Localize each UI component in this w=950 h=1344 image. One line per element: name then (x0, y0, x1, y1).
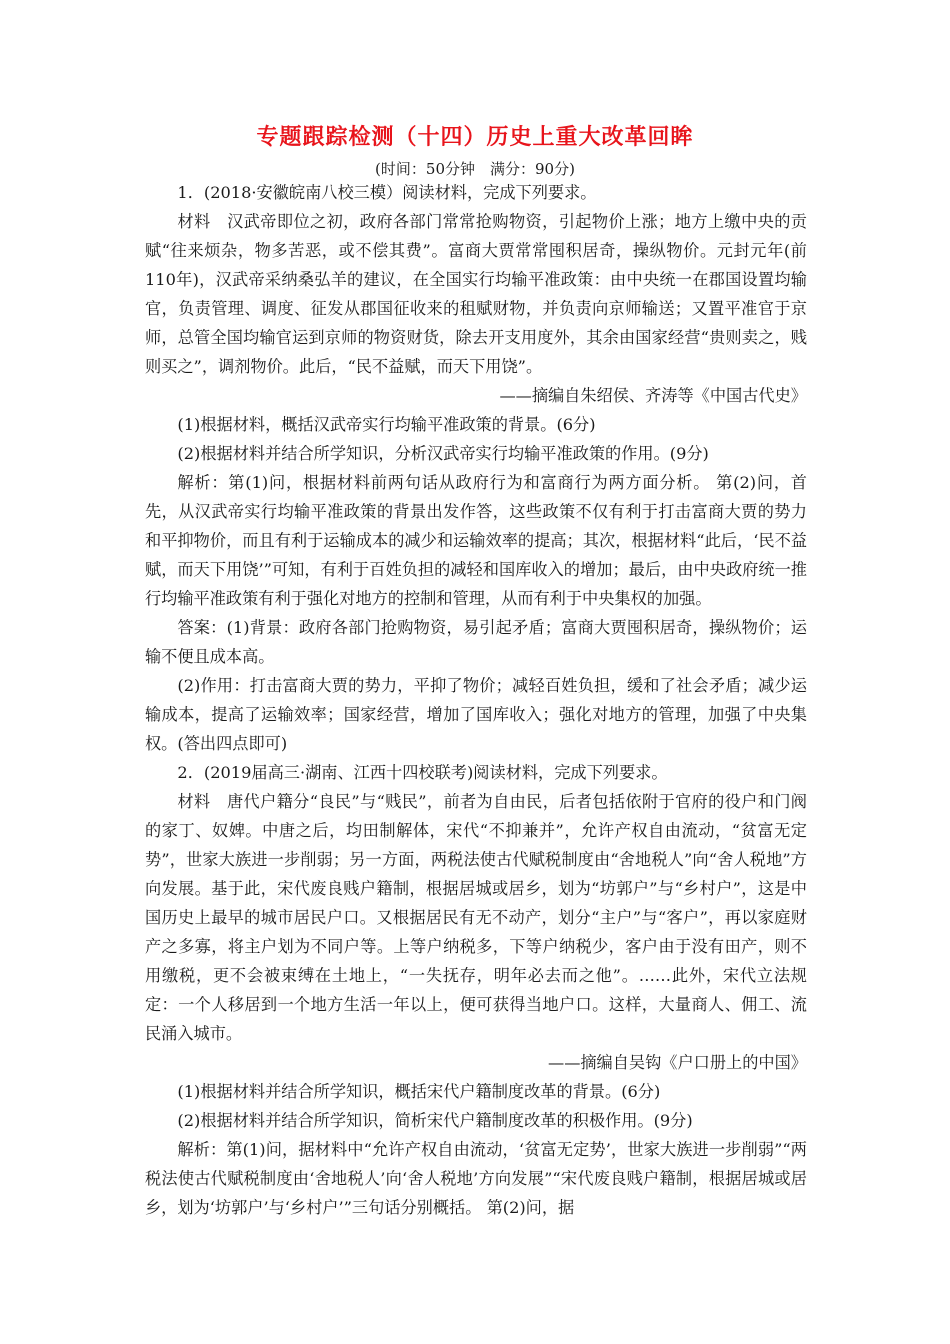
question-2-part-2: (2)根据材料并结合所学知识，简析宋代户籍制度改革的积极作用。(9分) (177, 1111, 693, 1130)
material-1-source: ——摘编自朱绍侯、齐涛等《中国古代史》 (499, 386, 807, 405)
question-1-answer-2: (2)作用：打击富商大贾的势力，平抑了物价；减轻百姓负担，缓和了社会矛盾；减少运输成本，提高了运输效率；国家经营，增加了国库收入；强化对地方的管理，加强了中央集权。(答出四点即可) (145, 676, 807, 753)
material-2: 材料 唐代户籍分“良民”与“贱民”，前者为自由民，后者包括依附于官府的役户和门阀的家丁、奴婢。中唐之后，均田制解体，宋代“不抑兼并”，允许产权自由流动，“贫富无定势”，世家大族进一步削弱；另一方面，两税法使古代赋税制度由“舍地税人”向“舍人税地”方向发展。基于此，宋代废良贱户籍制，根据居城或居乡，划为“坊郭户”与“乡村户”，这是中国历史上最早的城市居民户口。又根据居民有无不动产，划分“主户”与“客户”，再以家庭财产之多寡，将主户划为不同户等。上等户纳税多，下等户纳税少，客户由于没有田产，则不用缴税，更不会被束缚在土地上，“一失抚存，明年必去而之他”。……此外，宋代立法规定：一个人移居到一个地方生活一年以上，便可获得当地户口。这样，大量商人、佣工、流民涌入城市。 (145, 792, 807, 1043)
exam-info: (时间：50分钟 满分：90分) (375, 160, 575, 178)
material-2-source: ——摘编自吴钩《户口册上的中国》 (548, 1053, 807, 1072)
document-body (145, 178, 807, 1222)
question-1-answer-1: 答案：(1)背景：政府各部门抢购物资，易引起矛盾；富商大贾囤积居奇，操纵物价；运输不便且成本高。 (145, 618, 807, 666)
question-1-heading: 1．(2018·安徽皖南八校三模）阅读材料，完成下列要求。 (177, 183, 597, 202)
question-2-part-1: (1)根据材料并结合所学知识，概括宋代户籍制度改革的背景。(6分) (177, 1082, 661, 1101)
question-1-part-2: (2)根据材料并结合所学知识，分析汉武帝实行均输平准政策的作用。(9分) (177, 444, 709, 463)
question-1-analysis: 解析：第(1)问，根据材料前两句话从政府行为和富商行为两方面分析。 第(2)问，首先，从汉武帝实行均输平准政策的背景出发作答，这些政策不仅有利于打击富商大贾的势力和平抑物价，而且有利于运输成本的减少和运输效率的提高；其次，根据材料“此后，‘民不益赋，而天下用饶’”可知，有利于百姓负担的减轻和国库收入的增加；最后，由中央政府统一推行均输平准政策有利于强化对地方的控制和管理，从而有利于中央集权的加强。 (145, 473, 807, 608)
material-1: 材料 汉武帝即位之初，政府各部门常常抢购物资，引起物价上涨；地方上缴中央的贡赋“往来烦杂，物多苦恶，或不偿其费”。富商大贾常常囤积居奇，操纵物价。元封元年(前110年)，汉武帝采纳桑弘羊的建议，在全国实行均输平准政策：由中央统一在郡国设置均输官，负责管理、调度、征发从郡国征收来的租赋财物，并负责向京师输送；又置平准官于京师，总管全国均输官运到京师的物资财货，除去开支用度外，其余由国家经营“贵则卖之，贱则买之”，调剂物价。此后，“民不益赋，而天下用饶”。 (145, 212, 807, 376)
page-title: 专题跟踪检测（十四）历史上重大改革回眸 (256, 125, 694, 150)
question-1-part-1: (1)根据材料，概括汉武帝实行均输平准政策的背景。(6分) (177, 415, 596, 434)
question-2-heading: 2．(2019届高三·湖南、江西十四校联考)阅读材料，完成下列要求。 (177, 763, 668, 782)
question-2-analysis: 解析：第(1)问，据材料中“允许产权自由流动，‘贫富无定势’，世家大族进一步削弱”“两税法使古代赋税制度由‘舍地税人’向‘舍人税地’方向发展”“宋代废良贱户籍制，根据居城或居乡，划为‘坊郭户’与‘乡村户’”三句话分别概括。 第(2)问，据 (145, 1140, 807, 1217)
